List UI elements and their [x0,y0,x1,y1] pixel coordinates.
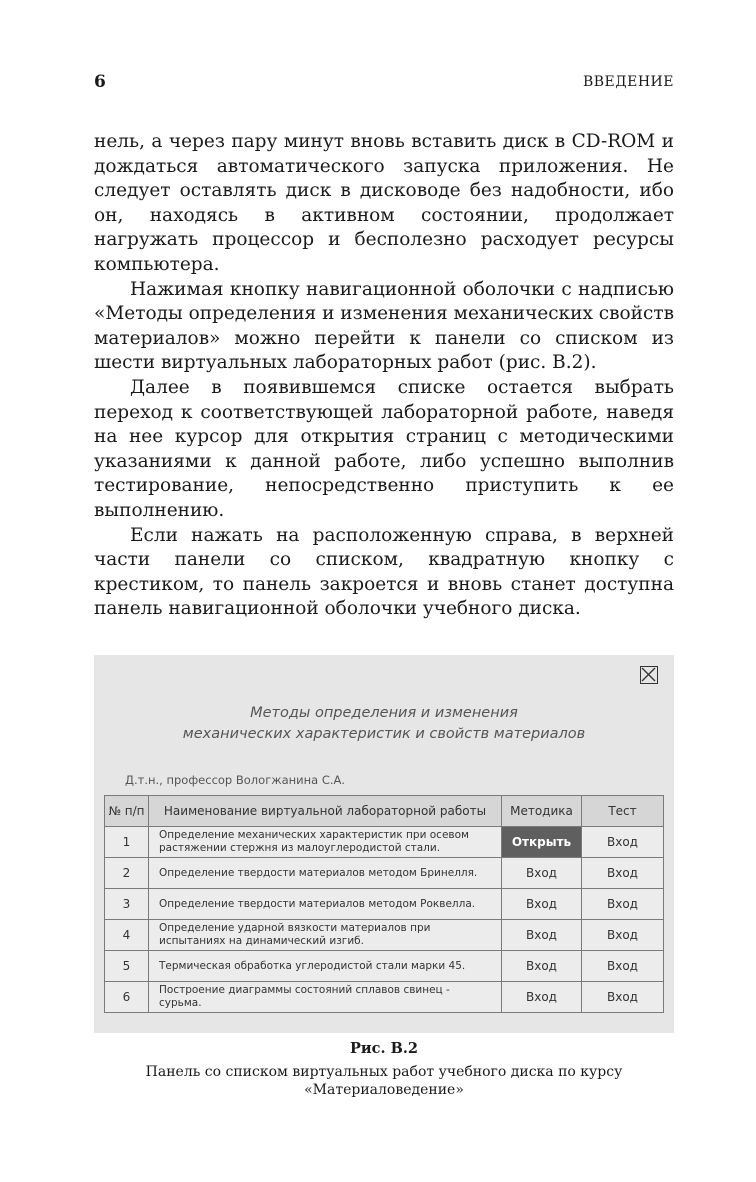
row-name: Построение диаграммы состояний сплавов свинец - сурьма. [149,982,502,1013]
method-enter-button[interactable]: Вход [502,951,582,982]
body-text [94,130,674,622]
method-open-button[interactable]: Открыть [502,827,582,858]
caption-text-line: Панель со списком виртуальных работ учебного диска по курсу [145,1064,623,1080]
row-name: Определение твердости материалов методом Роквелла. [149,889,502,920]
row-name: Определение механических характеристик при осевом растяжении стержня из малоуглеродистой стали. [149,827,502,858]
method-enter-button[interactable]: Вход [502,920,582,951]
method-enter-button[interactable]: Вход [502,889,582,920]
figure-lab-panel [94,655,674,1033]
col-header-num: № п/п [105,796,149,827]
row-num: 6 [105,982,149,1013]
table-row [105,982,664,1013]
test-enter-button[interactable]: Вход [582,889,664,920]
table-row [105,889,664,920]
panel-title [94,703,674,745]
paragraph: Нажимая кнопку навигационной оболочки с надписью «Методы определения и изменения механических свойств материалов» можно перейти к панели со списком из шести виртуальных лабораторных работ (рис. В.2). [94,278,675,374]
author: Д.т.н., профессор Вологжанина С.А. [125,773,346,787]
table-row [105,858,664,889]
page-number: 6 [94,72,106,92]
labs-table [104,795,664,1013]
paragraph: Далее в появившемся списке остается выбрать переход к соответствующей лабораторной работе, наведя на нее курсор для открытия страниц с методическими указаниями к данной работе, либо успешно выполнив тестирование, непосредственно приступить к ее выполнению. [94,376,674,521]
row-name: Определение ударной вязкости материалов при испытаниях на динамический изгиб. [149,920,502,951]
close-icon [641,667,656,682]
row-num: 4 [105,920,149,951]
close-button[interactable] [640,666,658,684]
test-enter-button[interactable]: Вход [582,858,664,889]
paragraph: нель, а через пару минут вновь вставить диск в CD-ROM и дождаться автоматического запуска приложения. Не следует оставлять диск в дисководе без надобности, ибо он, находясь в активном состоянии, продолжает нагружать процессор и бесполезно расходует ресурсы компьютера. [94,131,674,275]
table-row [105,951,664,982]
panel-title-line: механических характеристик и свойств материалов [182,726,586,742]
table-row [105,827,664,858]
paragraph: Если нажать на расположенную справа, в верхней части панели со списком, квадратную кнопку с крестиком, то панель закроется и вновь станет доступна панель навигационной оболочки учебного диска. [94,524,674,620]
row-name: Термическая обработка углеродистой стали марки 45. [149,951,502,982]
caption-text-line: «Материаловедение» [304,1082,464,1098]
table-row [105,920,664,951]
row-num: 1 [105,827,149,858]
caption-label: Рис. В.2 [350,1040,418,1057]
page-header [94,72,674,96]
row-name: Определение твердости материалов методом Бринелля. [149,858,502,889]
method-enter-button[interactable]: Вход [502,982,582,1013]
col-header-test: Тест [582,796,664,827]
table-header-row [105,796,664,827]
method-enter-button[interactable]: Вход [502,858,582,889]
row-num: 5 [105,951,149,982]
row-num: 2 [105,858,149,889]
row-num: 3 [105,889,149,920]
panel-title-line: Методы определения и изменения [250,705,518,721]
col-header-method: Методика [502,796,582,827]
test-enter-button[interactable]: Вход [582,982,664,1013]
test-enter-button[interactable]: Вход [582,920,664,951]
test-enter-button[interactable]: Вход [582,951,664,982]
running-title: ВВЕДЕНИЕ [582,74,674,90]
test-enter-button[interactable]: Вход [582,827,664,858]
col-header-name: Наименование виртуальной лабораторной работы [149,796,502,827]
figure-caption [94,1040,674,1099]
